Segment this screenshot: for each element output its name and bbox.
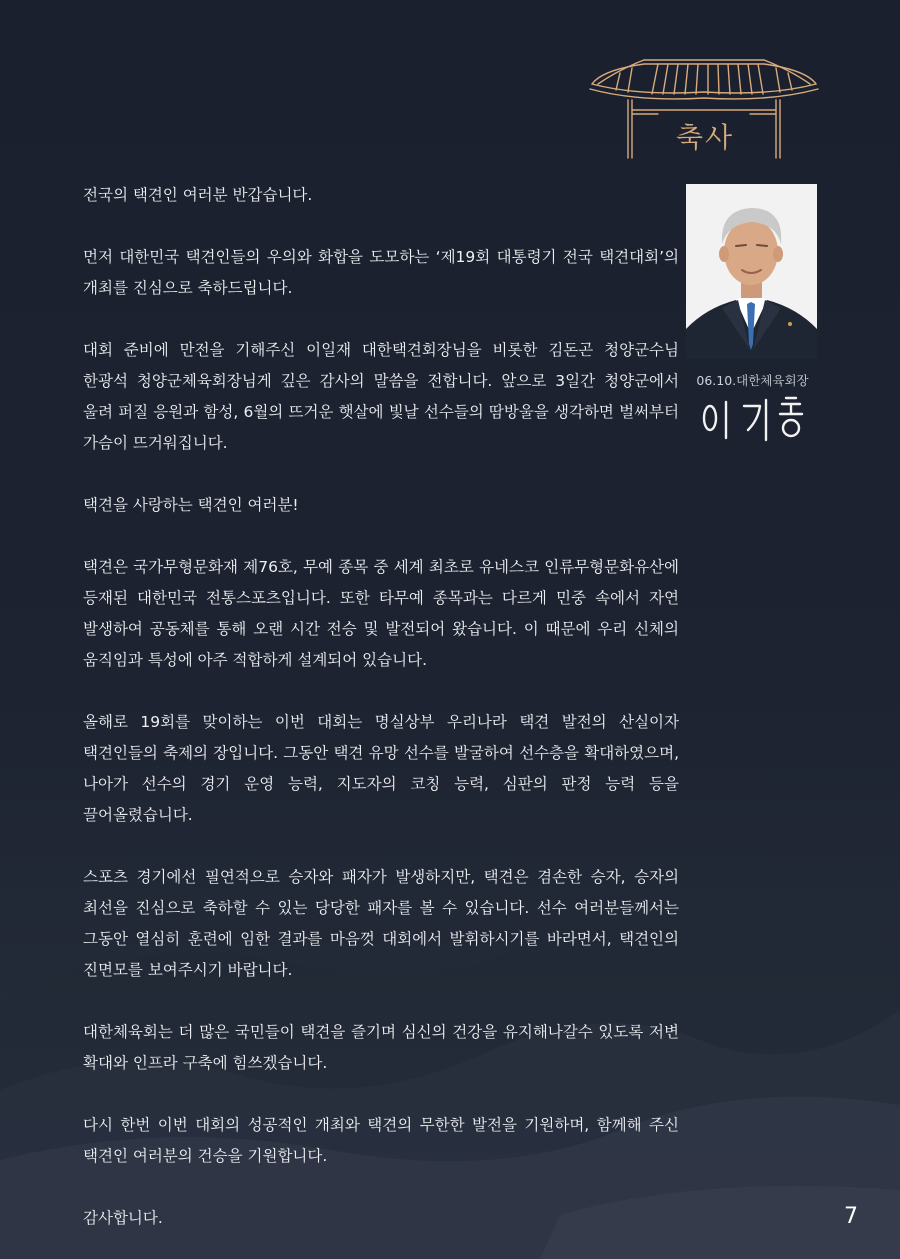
body-paragraph: 택견을 사랑하는 택견인 여러분!: [83, 496, 299, 514]
letter-body: [83, 180, 679, 1234]
body-paragraph: 대회 준비에 만전을 기해주신 이일재 대한택견회장님을 비롯한 김돈곤 청양군수님 한광석 청양군체육회장님게 깊은 감사의 말씀을 전합니다. 앞으로 3일간 청양군에서 울려 퍼질 응원과 함성, 6월의 뜨거운 햇살에 빛날 선수들의 땀방울을 생각하면 벌써부터 가슴이 뜨거워집니다.: [83, 341, 679, 452]
body-paragraph: 감사합니다.: [83, 1209, 163, 1227]
body-paragraph: 올해로 19회를 맞이하는 이번 대회는 명실상부 우리나라 택견 발전의 산실이자 택견인들의 축제의 장입니다. 그동안 택견 유망 선수를 발굴하여 선수층을 확대하였으며, 나아가 선수의 경기 운영 능력, 지도자의 코칭 능력, 심판의 판정 능력 등을 끌어올렸습니다.: [83, 713, 679, 824]
body-paragraph: 전국의 택견인 여러분 반갑습니다.: [83, 186, 313, 204]
handwritten-signature: [696, 394, 808, 448]
page-number: 7: [844, 1204, 858, 1229]
body-paragraph: 택견은 국가무형문화재 제76호, 무예 종목 중 세계 최초로 유네스코 인류무형문화유산에 등재된 대한민국 전통스포츠입니다. 또한 타무예 종목과는 다르게 민중 속에서 자연 발생하여 공동체를 통해 오랜 시간 전승 및 발전되어 왔습니다. 이 때문에 우리 신체의 움직임과 특성에 아주 적합하게 설계되어 있습니다.: [83, 558, 679, 669]
author-caption: 06.10.대한체육회장: [696, 373, 809, 388]
body-paragraph: 먼저 대한민국 택견인들의 우의와 화합을 도모하는 ‘제19회 대통령기 전국 택견대회’의 개최를 진심으로 축하드립니다.: [83, 248, 679, 297]
page-title: 축사: [675, 121, 735, 154]
body-paragraph: 스포츠 경기에선 필연적으로 승자와 패자가 발생하지만, 택견은 겸손한 승자, 승자의 최선을 진심으로 축하할 수 있는 당당한 패자를 볼 수 있습니다. 선수 여러분들께서는 그동안 열심히 훈련에 임한 결과를 마음껏 대회에서 발휘하시기를 바라면서, 택견인의 진면모를 보여주시기 바랍니다.: [83, 868, 680, 979]
body-paragraph: 다시 한번 이번 대회의 성공적인 개최와 택견의 무한한 발전을 기원하며, 함께해 주신 택견인 여러분의 건승을 기원합니다.: [83, 1116, 679, 1165]
author-portrait-photo: [686, 184, 817, 359]
body-paragraph: 대한체육회는 더 많은 국민들이 택견을 즐기며 심신의 건강을 유지해나갈수 있도록 저변 확대와 인프라 구축에 힘쓰겠습니다.: [83, 1023, 679, 1072]
